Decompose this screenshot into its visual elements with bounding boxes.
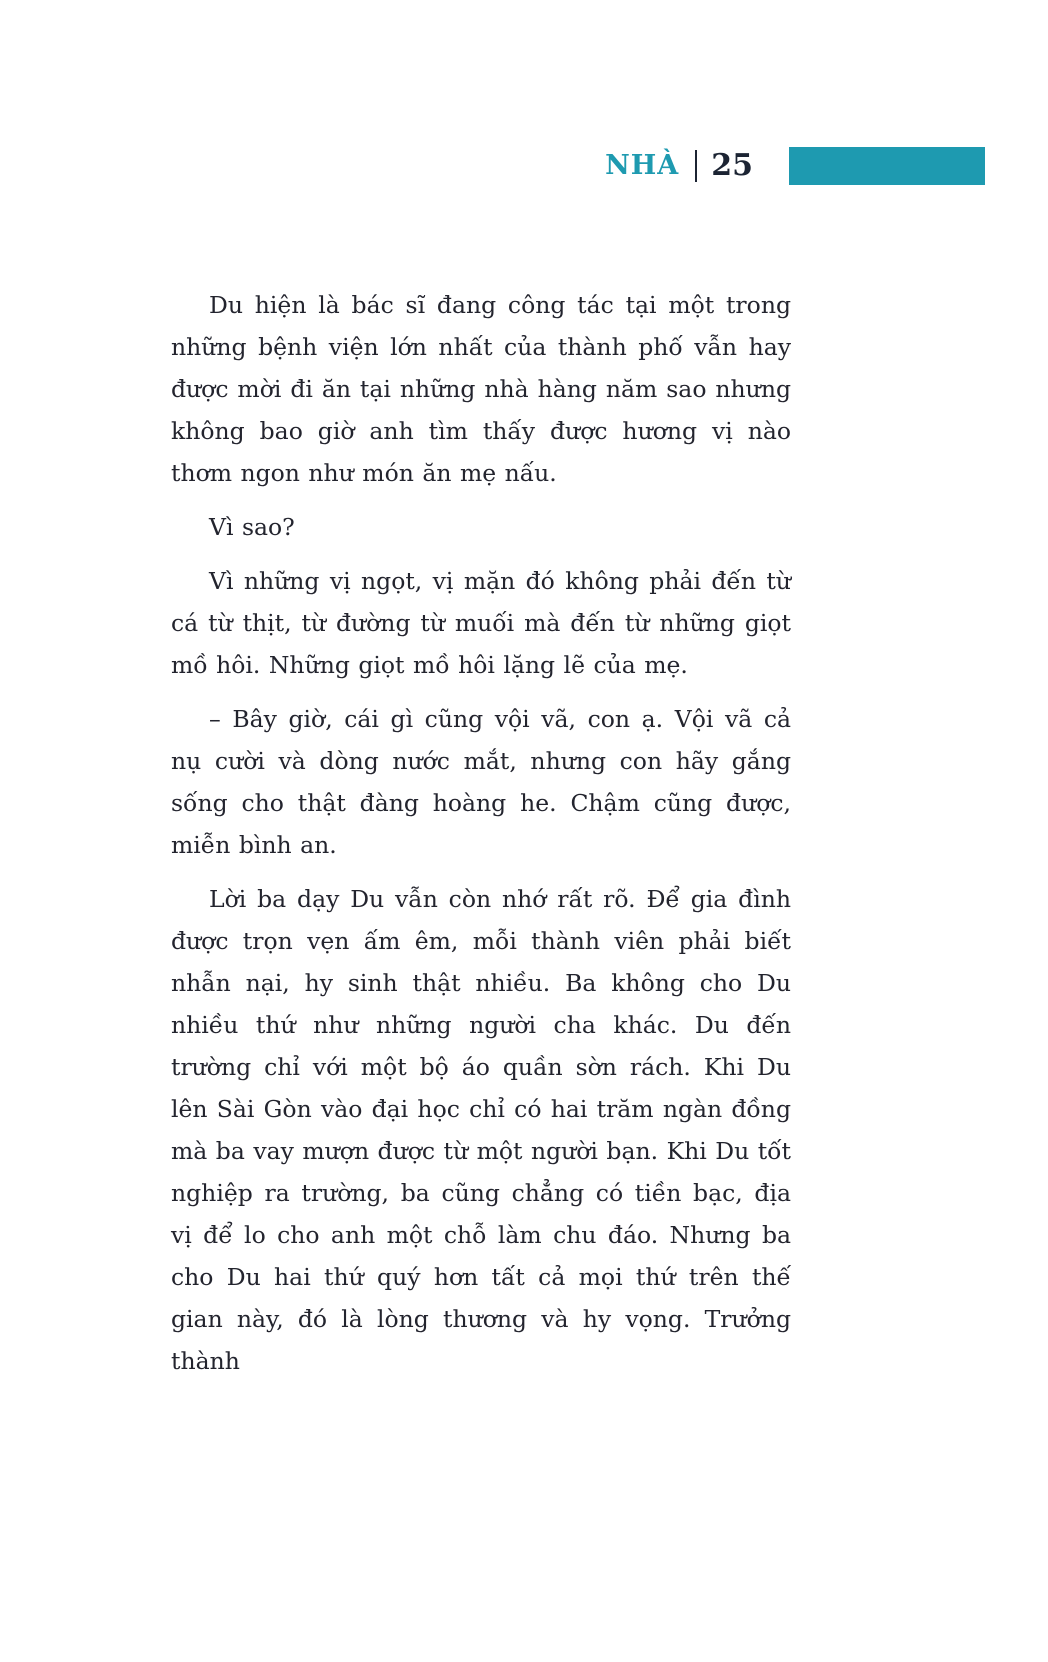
page-header	[605, 146, 985, 186]
header-accent-bar	[789, 147, 985, 185]
paragraph: Vì sao?	[209, 513, 295, 541]
page-body	[171, 284, 791, 1394]
header-separator-bar	[695, 150, 697, 182]
paragraph: Du hiện là bác sĩ đang công tác tại một trong những bệnh viện lớn nhất của thành phố vẫn hay được mời đi ăn tại những nhà hàng năm sao nhưng không bao giờ anh tìm thấy được hương vị nào thơm ngon như món ăn mẹ nấu.	[171, 291, 791, 487]
paragraph: Lời ba dạy Du vẫn còn nhớ rất rõ. Để gia đình được trọn vẹn ấm êm, mỗi thành viên phải biết nhẫn nại, hy sinh thật nhiều. Ba không cho Du nhiều thứ như những người cha khác. Du đến trường chỉ với một bộ áo quần sờn rách. Khi Du lên Sài Gòn vào đại học chỉ có hai trăm ngàn đồng mà ba vay mượn được từ một người bạn. Khi Du tốt nghiệp ra trường, ba cũng chẳng có tiền bạc, địa vị để lo cho anh một chỗ làm chu đáo. Nhưng ba cho Du hai thứ quý hơn tất cả mọi thứ trên thế gian này, đó là lòng thương và hy vọng. Trưởng thành	[171, 885, 791, 1375]
chapter-title: NHÀ	[605, 150, 680, 181]
paragraph: Vì những vị ngọt, vị mặn đó không phải đến từ cá từ thịt, từ đường từ muối mà đến từ những giọt mồ hôi. Những giọt mồ hôi lặng lẽ của mẹ.	[171, 567, 791, 679]
paragraph: – Bây giờ, cái gì cũng vội vã, con ạ. Vội vã cả nụ cười và dòng nước mắt, nhưng con hãy gắng sống cho thật đàng hoàng he. Chậm cũng được, miễn bình an.	[171, 705, 791, 859]
page-number: 25	[711, 148, 753, 183]
